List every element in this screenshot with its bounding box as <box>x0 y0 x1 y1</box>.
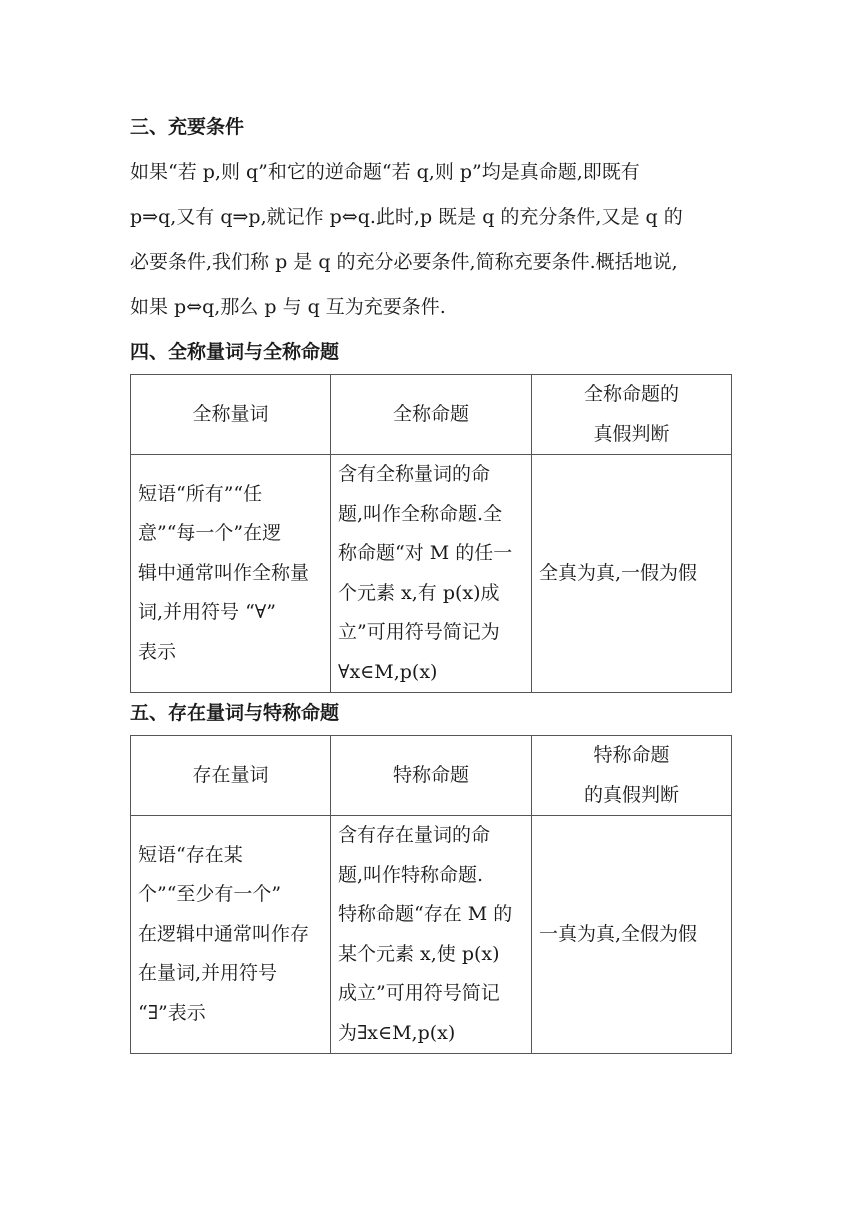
table-header-row <box>131 375 732 455</box>
cell-line: 表示 <box>138 640 177 663</box>
cell-line: 在逻辑中通常叫作存 <box>138 922 310 945</box>
paragraph-line: 如果“若 p,则 q”和它的逆命题“若 q,则 p”均是真命题,即既有 <box>130 161 640 183</box>
cell-line: 在量词,并用符号 <box>138 962 278 985</box>
cell-line: 题,叫作全称命题.全 <box>338 502 503 525</box>
cell-line: ∀x∈M,p(x) <box>338 660 438 683</box>
cell-line: 词,并用符号 “∀” <box>138 601 276 624</box>
cell-line: 个”“至少有一个” <box>138 883 282 906</box>
cell-line: “∃”表示 <box>138 1001 206 1024</box>
table-header-row <box>131 736 732 816</box>
table-cell-proposition <box>331 455 532 693</box>
universal-quantifier-table <box>130 374 732 693</box>
cell-line: 称命题“对 M 的任一 <box>338 542 513 564</box>
cell-line: 立”可用符号简记为 <box>338 621 500 643</box>
cell-line: 含有存在量词的命 <box>338 824 491 846</box>
table-cell-truth-judgment: 一真为真,全假为假 <box>532 816 732 1054</box>
table-header-cell: 全称量词 <box>131 375 331 455</box>
cell-line: 为∃x∈M,p(x) <box>338 1021 456 1044</box>
cell-line: 辑中通常叫作全称量 <box>138 561 310 584</box>
cell-line: 题,叫作特称命题. <box>338 863 484 886</box>
paragraph-line: 如果 p⇔q,那么 p 与 q 互为充要条件. <box>130 296 446 318</box>
section-heading-sufficient-necessary: 三、充要条件 <box>130 116 245 138</box>
table-cell-quantifier <box>131 816 331 1054</box>
section-heading-existential: 五、存在量词与特称命题 <box>130 702 340 724</box>
table-cell-truth-judgment: 全真为真,一假为假 <box>532 455 732 693</box>
table-header-cell: 存在量词 <box>131 736 331 816</box>
paragraph-line: p⇒q,又有 q⇒p,就记作 p⇔q.此时,p 既是 q 的充分条件,又是 q 的 <box>130 206 683 228</box>
cell-line: 某个元素 x,使 p(x) <box>338 942 500 965</box>
table-row <box>131 455 732 693</box>
table-header-cell <box>532 375 732 455</box>
cell-line: 个元素 x,有 p(x)成 <box>338 581 500 604</box>
existential-quantifier-table <box>130 735 732 1054</box>
cell-line: 成立”可用符号简记 <box>338 982 500 1004</box>
table-cell-quantifier <box>131 455 331 693</box>
header-line: 的真假判断 <box>583 783 679 806</box>
cell-line: 短语“所有”“任 <box>138 482 263 505</box>
paragraph-line: 必要条件,我们称 p 是 q 的充分必要条件,简称充要条件.概括地说, <box>130 251 678 273</box>
table-header-cell <box>532 736 732 816</box>
table-cell-proposition <box>331 816 532 1054</box>
section-heading-universal: 四、全称量词与全称命题 <box>130 341 340 363</box>
table-header-cell: 特称命题 <box>331 736 532 816</box>
header-line: 特称命题 <box>593 744 670 766</box>
header-line: 真假判断 <box>593 422 670 445</box>
table-row <box>131 816 732 1054</box>
cell-line: 特称命题“存在 M 的 <box>338 903 513 925</box>
cell-line: 短语“存在某 <box>138 843 243 866</box>
table-header-cell: 全称命题 <box>331 375 532 455</box>
cell-line: 含有全称量词的命 <box>338 463 491 485</box>
header-line: 全称命题的 <box>583 383 679 405</box>
cell-line: 意”“每一个”在逻 <box>138 522 282 545</box>
